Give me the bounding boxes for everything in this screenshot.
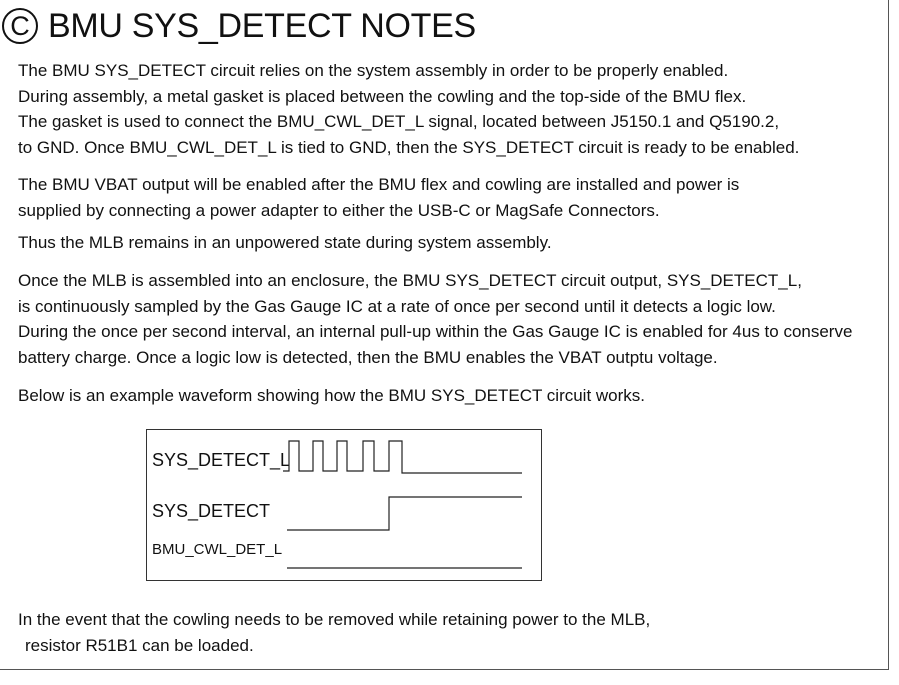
paragraph-assembly (18, 58, 799, 160)
paragraph-waveform-intro (18, 383, 645, 409)
text-line: Thus the MLB remains in an unpowered state during system assembly. (18, 233, 552, 252)
text-line: to GND. Once BMU_CWL_DET_L is tied to GND, then the SYS_DETECT circuit is ready to be enabled. (18, 137, 800, 157)
text-line: The gasket is used to connect the BMU_CWL_DET_L signal, located between J5150.1 and Q5190.2, (18, 112, 780, 131)
text-line: is continuously sampled by the Gas Gauge IC at a rate of once per second until it detects a logic low. (18, 296, 776, 316)
signal-label-bmu-cwl-det-l: BMU_CWL_DET_L (152, 541, 283, 558)
text-line: The BMU SYS_DETECT circuit relies on the system assembly in order to be properly enabled. (18, 61, 729, 80)
text-line: resistor R51B1 can be loaded. (25, 635, 254, 655)
text-line: Once the MLB is assembled into an enclosure, the BMU SYS_DETECT circuit output, SYS_DETECT_L, (18, 271, 802, 290)
signal-label-sys-detect-l: SYS_DETECT_L (152, 450, 291, 470)
text-line: battery charge. Once a logic low is detected, then the BMU enables the VBAT outptu voltage. (18, 347, 718, 367)
text-line: During the once per second interval, an internal pull-up within the Gas Gauge IC is enabled for 4us to conserve (18, 322, 853, 341)
signal-label-sys-detect: SYS_DETECT (152, 501, 271, 521)
text-line: In the event that the cowling needs to be removed while retaining power to the MLB, (18, 610, 651, 629)
section-badge: C (2, 8, 38, 44)
paragraph-sampling (18, 268, 852, 370)
text-line: supplied by connecting a power adapter to either the USB-C or MagSafe Connectors. (18, 200, 660, 220)
paragraph-vbat (18, 172, 739, 223)
page-title: BMU SYS_DETECT NOTES (48, 7, 476, 45)
text-line: The BMU VBAT output will be enabled after the BMU flex and cowling are installed and power is (18, 175, 740, 194)
text-line: Below is an example waveform showing how the BMU SYS_DETECT circuit works. (18, 386, 646, 405)
paragraph-unpowered (18, 230, 552, 256)
text-line: During assembly, a metal gasket is placed between the cowling and the top-side of the BMU flex. (18, 86, 747, 106)
paragraph-cowling-removal (18, 607, 650, 658)
